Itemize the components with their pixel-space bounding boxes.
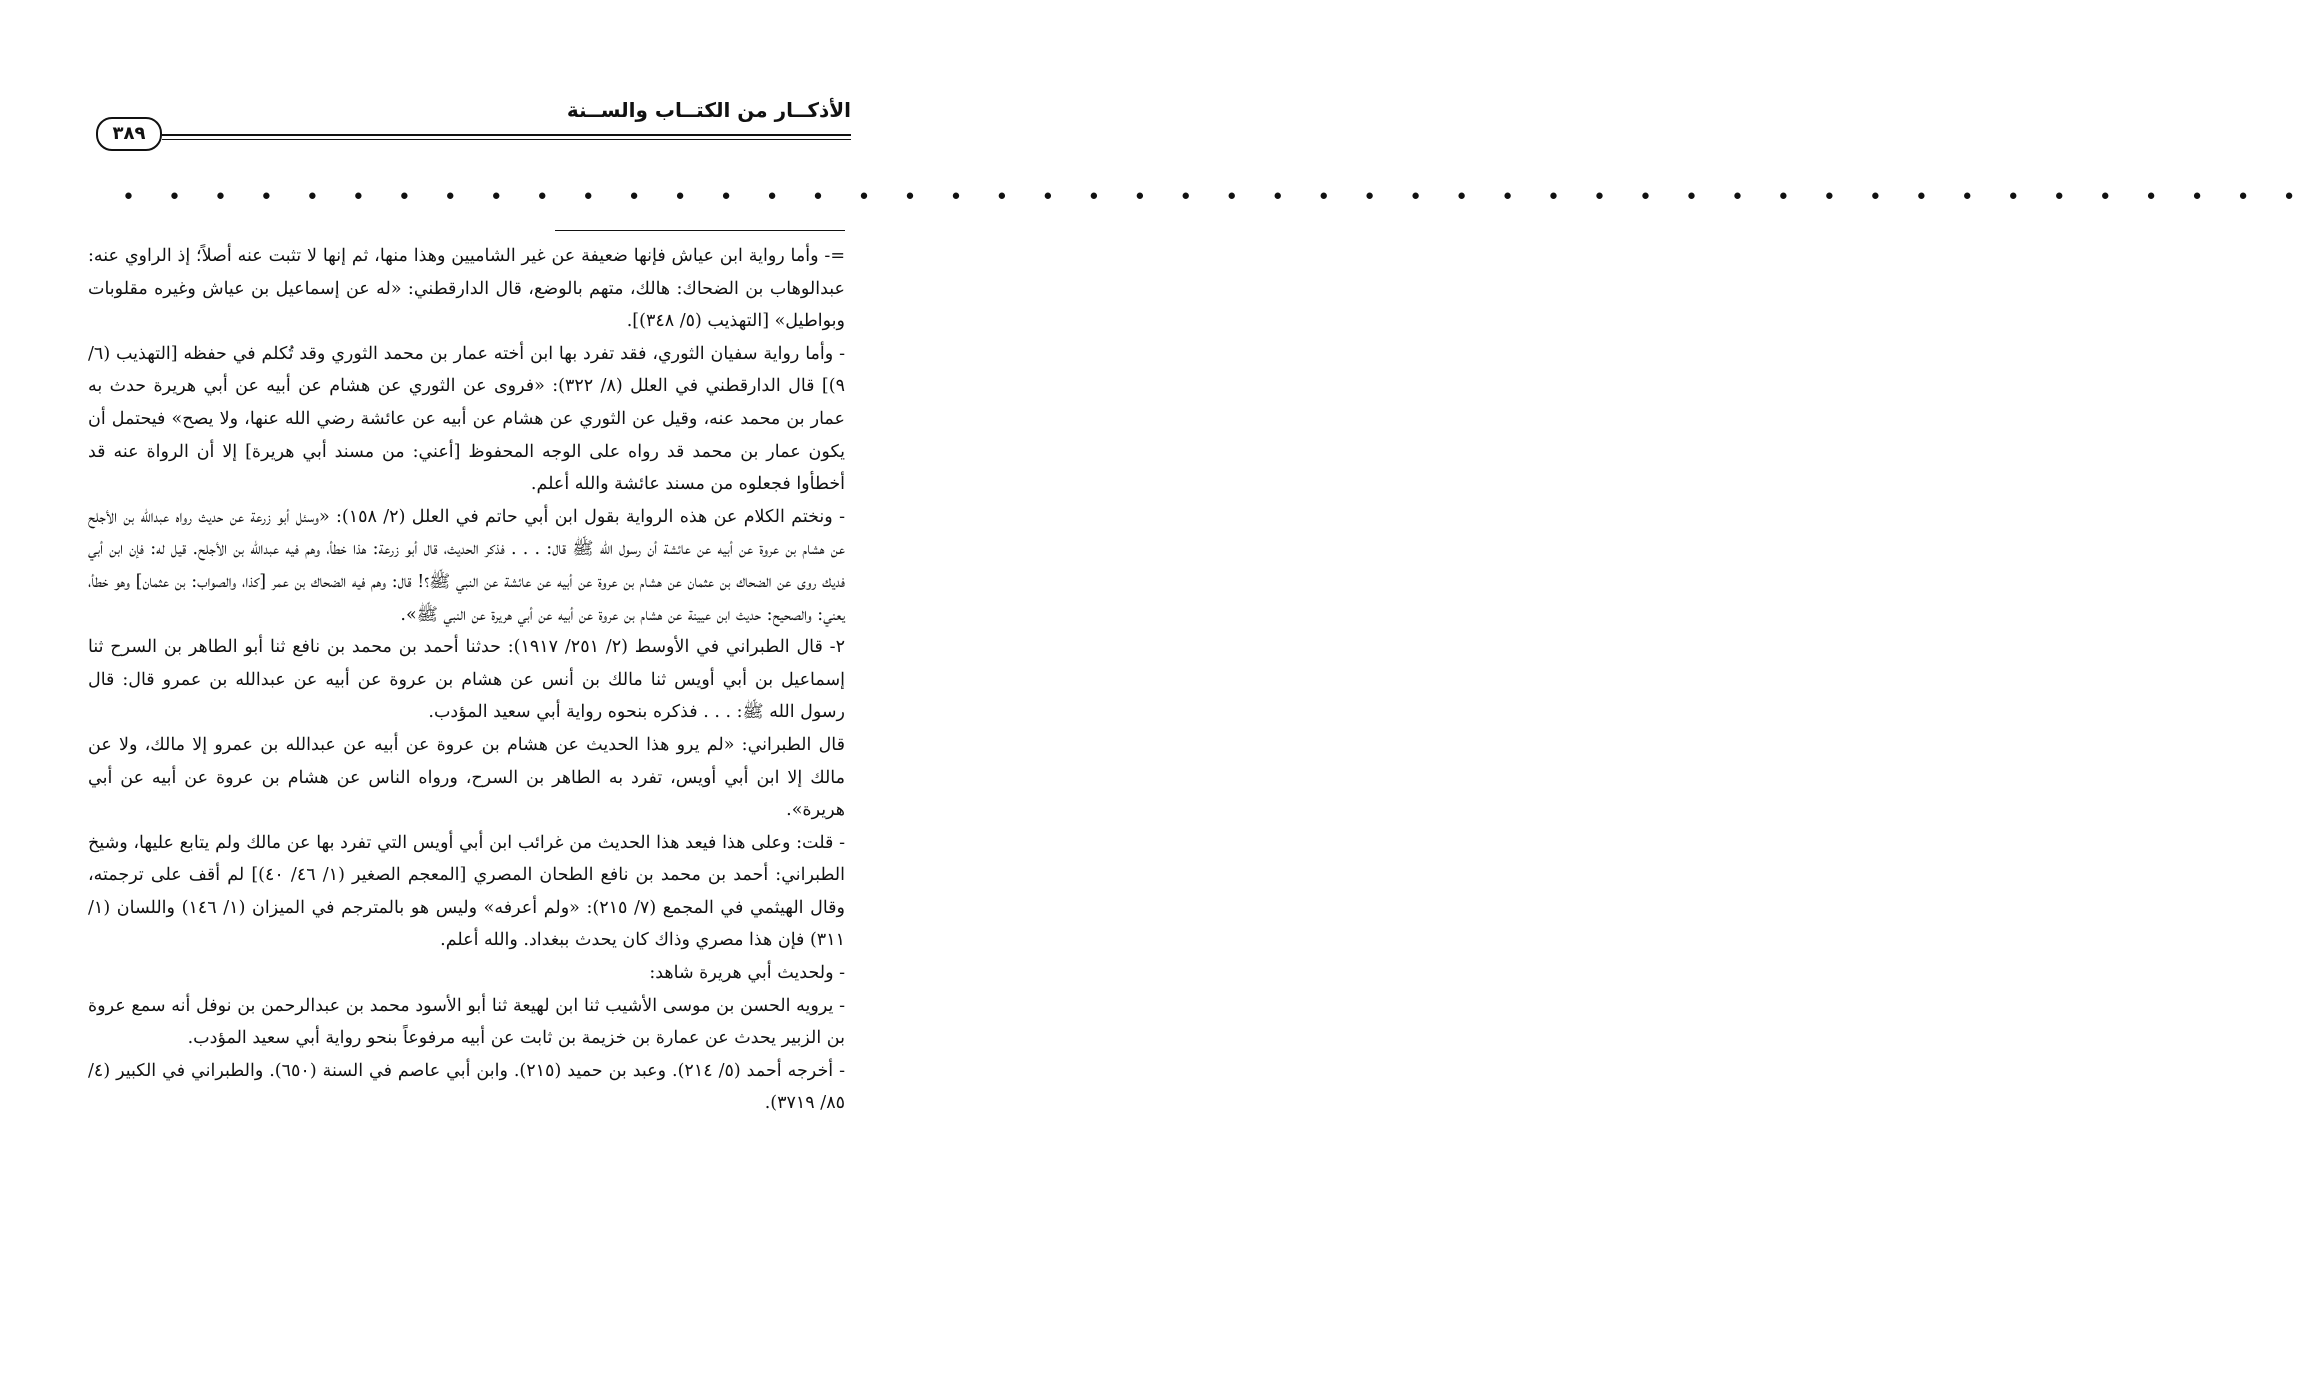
paragraph: - ونختم الكلام عن هذه الرواية بقول ابن أبي حاتم في العلل (٢/ ١٥٨): «وسئل أبو زرعة عن حديث رواه عبدالله بن الأجلح عن هشام بن عروة عن أبيه عن عائشة أن رسول الله ﷺ قال: . . . فذكر الحديث، قال أبو زرعة: هذا خطأ، وهم فيه عبدالله بن الأجلح. قيل له: فإن ابن أبي فديك روى عن الضحاك بن عثمان عن هشام بن عروة عن أبيه عن عائشة عن النبي ﷺ؟! قال: وهم فيه الضحاك بن عمر [كذا، والصواب: بن عثمان] وهو خطأ، يعني: والصحيح: حديث ابن عيينة عن هشام بن عروة عن أبيه عن أبي هريرة عن النبي ﷺ». xyxy=(88,506,845,625)
paragraph: - وأما رواية سفيان الثوري، فقد تفرد بها ابن أخته عمار بن محمد الثوري وقد تُكلم في حفظه [التهذيب (٦/ ٩)] قال الدارقطني في العلل (٨/ ٣٢٢): «فروى عن الثوري عن هشام عن أبيه عن أبي هريرة حدث به عمار بن محمد عنه، وقيل عن الثوري عن هشام عن أبيه عن عائشة رضي الله عنها، ولا يصح» فيحتمل أن يكون عمار بن محمد قد رواه على الوجه المحفوظ [أعني: من مسند أبي هريرة] إلا أن الرواة عنه قد أخطأوا فجعلوه من مسند عائشة والله أعلم. xyxy=(88,343,845,495)
page-number: ٣٨٩ xyxy=(96,117,162,151)
footnote-rule xyxy=(555,230,845,231)
paragraph: قال الطبراني: «لم يرو هذا الحديث عن هشام بن عروة عن أبيه عن عبدالله بن عمرو إلا مالك، ولا عن مالك إلا ابن أبي أويس، تفرد به الطاهر بن السرح، ورواه الناس عن هشام بن عروة عن أبيه عن أبي هريرة». xyxy=(88,734,845,821)
dotted-separator: • • • • • • • • • • • • • • • • • • • • • • • • • • • • • • • • • • • • • • • • • • • • • • • • xyxy=(122,185,2309,210)
header-rule xyxy=(162,134,851,140)
paragraph: =- وأما رواية ابن عياش فإنها ضعيفة عن غير الشاميين وهذا منها، ثم إنها لا تثبت عنه أصلاً؛ إذ الراوي عنه: عبدالوهاب بن الضحاك: هالك، متهم بالوضع، قال الدارقطني: «له عن إسماعيل بن عياش وغيره مقلوبات وبواطيل» [التهذيب (٥/ ٣٤٨)]. xyxy=(88,246,845,332)
paragraph: - قلت: وعلى هذا فيعد هذا الحديث من غرائب ابن أبي أويس التي تفرد بها عن مالك ولم يتابع عليها، وشيخ الطبراني: أحمد بن محمد بن نافع الطحان المصري [المعجم الصغير (١/ ٤٦/ ٤٠)] لم أقف على ترجمته، وقال الهيثمي في المجمع (٧/ ٢١٥): «ولم أعرفه» وليس هو بالمترجم في الميزان (١/ ١٤٦) واللسان (١/ ٣١١) فإن هذا مصري وذاك كان يحدث ببغداد. والله أعلم. xyxy=(88,832,846,951)
paragraph: - ولحديث أبي هريرة شاهد: xyxy=(649,963,845,984)
paragraph: - أخرجه أحمد (٥/ ٢١٤). وعبد بن حميد (٢١٥). وابن أبي عاصم في السنة (٦٥٠). والطبراني في الكبير (٤/ ٨٥/ ٣٧١٩). xyxy=(88,1060,845,1114)
book-title: الأذكــار من الكتــاب والســنة xyxy=(566,98,851,122)
paragraph: ٢- قال الطبراني في الأوسط (٢/ ٢٥١/ ١٩١٧): حدثنا أحمد بن محمد بن نافع ثنا أبو الطاهر بن السرح ثنا إسماعيل بن أبي أويس ثنا مالك بن أنس عن هشام بن عروة عن أبيه عن عبدالله بن عمرو قال: قال رسول الله ﷺ: . . . فذكره بنحوه رواية أبي سعيد المؤدب. xyxy=(88,637,845,723)
page-body xyxy=(88,240,845,1120)
page-header xyxy=(96,92,851,152)
paragraph: - يرويه الحسن بن موسى الأشيب ثنا ابن لهيعة ثنا أبو الأسود محمد بن عبدالرحمن بن نوفل أنه سمع عروة بن الزبير يحدث عن عمارة بن خزيمة بن ثابت عن أبيه مرفوعاً بنحو رواية أبي سعيد المؤدب. xyxy=(88,995,845,1049)
